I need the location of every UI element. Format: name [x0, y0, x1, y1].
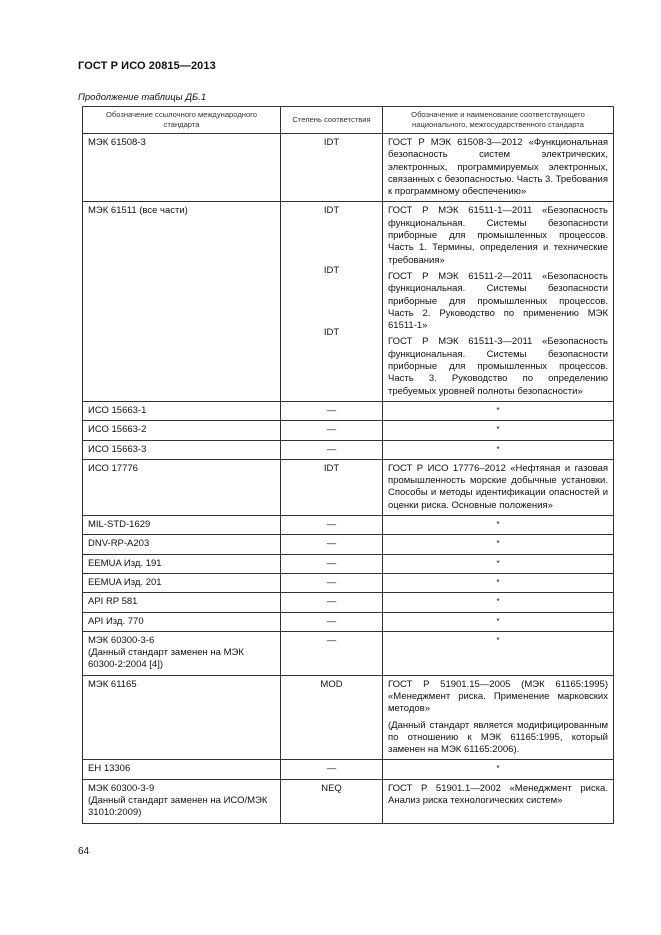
cell-degree [281, 675, 383, 760]
table-row [83, 779, 614, 823]
table-row [83, 440, 614, 459]
no-equivalent-mark: * [496, 539, 500, 549]
column-header-degree: Степень соответствия [281, 107, 383, 134]
cell-international-ref [83, 573, 281, 592]
cell-national-standard [383, 675, 614, 760]
table-row [83, 631, 614, 675]
cell-international-ref [83, 535, 281, 554]
cell-degree [281, 134, 383, 202]
ref-designation: МЭК 61165 [88, 678, 137, 690]
table-row [83, 760, 614, 779]
table-row [83, 134, 614, 202]
ref-designation: EEMUA Изд. 191 [88, 557, 162, 569]
national-standard-entry: ГОСТ Р 51901.1—2002 «Менеджмент риска. Анализ риска технологических систем» [388, 782, 608, 807]
cell-international-ref [83, 421, 281, 440]
ref-designation: API RP 581 [88, 596, 138, 608]
degree-value: IDT [323, 205, 340, 217]
cell-national-standard [383, 440, 614, 459]
cell-international-ref [83, 202, 281, 401]
table-row [83, 421, 614, 440]
ref-designation: МЭК 60300-3-9 [88, 782, 155, 794]
ref-designation: МЭК 60300-3-6 [88, 634, 155, 646]
no-equivalent-mark: * [496, 425, 500, 435]
cell-international-ref [83, 612, 281, 631]
ref-designation: EEMUA Изд. 201 [88, 576, 162, 588]
no-equivalent-mark: * [496, 558, 500, 568]
cell-degree [281, 535, 383, 554]
cell-degree [281, 459, 383, 515]
cell-degree [281, 573, 383, 592]
column-header-international-ref: Обозначение ссылочного международного стандарта [83, 107, 281, 134]
degree-value: — [326, 763, 337, 775]
cell-national-standard [383, 421, 614, 440]
cell-national-standard [383, 134, 614, 202]
table-row [83, 554, 614, 573]
cell-international-ref [83, 675, 281, 760]
table-header-row [83, 107, 614, 134]
ref-note: (Данный стандарт заменен на МЭК 60300-2:2004 [4]) [88, 647, 244, 671]
cell-national-standard [383, 516, 614, 535]
table-row [83, 401, 614, 420]
cell-international-ref [83, 440, 281, 459]
page-number: 64 [78, 846, 90, 857]
cell-international-ref [83, 134, 281, 202]
cell-international-ref [83, 760, 281, 779]
national-standard-entry: ГОСТ Р МЭК 61508-3—2012 «Функциональная безопасность систем электрических, электронных, программируемых электронных, связанных с безопасностью. Часть 3. Требования к программному обеспечению» [388, 137, 608, 198]
degree-value: — [326, 596, 337, 608]
degree-value: — [326, 557, 337, 569]
cell-national-standard [383, 612, 614, 631]
table-row [83, 516, 614, 535]
degree-value: — [326, 443, 337, 455]
degree-value: — [326, 519, 337, 531]
degree-value: — [326, 424, 337, 436]
degree-value: — [326, 615, 337, 627]
no-equivalent-mark: * [496, 616, 500, 626]
national-standard-entry: ГОСТ Р МЭК 61511-1—2011 «Безопасность функциональная. Системы безопасности приборные для промышленных процессов. Часть 1. Термины, определения и технические требования» [388, 205, 608, 266]
cell-national-standard [383, 202, 614, 401]
no-equivalent-mark: * [496, 577, 500, 587]
cell-national-standard [383, 535, 614, 554]
no-equivalent-mark: * [496, 405, 500, 415]
document-title: ГОСТ Р ИСО 20815—2013 [78, 60, 216, 72]
degree-value: NEQ [321, 782, 342, 794]
cell-international-ref [83, 631, 281, 675]
degree-value: IDT [323, 462, 340, 474]
no-equivalent-mark: * [496, 764, 500, 774]
cell-national-standard [383, 401, 614, 420]
national-standard-entry: ГОСТ Р МЭК 61511-2—2011 «Безопасность функциональная. Системы безопасности приборные для промышленных процессов. Часть 2. Руководство по применению МЭК 61511-1» [388, 270, 608, 332]
table-row [83, 573, 614, 592]
cell-national-standard [383, 779, 614, 823]
ref-designation: МЭК 61511 (все части) [88, 205, 188, 217]
cell-national-standard [383, 593, 614, 612]
cell-international-ref [83, 459, 281, 515]
table-caption: Продолжение таблицы ДБ.1 [78, 92, 207, 103]
ref-designation: ИСО 17776 [88, 462, 138, 474]
table-row [83, 612, 614, 631]
cell-international-ref [83, 593, 281, 612]
table-row [83, 459, 614, 515]
table-row [83, 202, 614, 401]
degree-value: — [326, 538, 337, 550]
degree-value: IDT [323, 265, 340, 277]
degree-value: — [326, 576, 337, 588]
cell-national-standard [383, 631, 614, 675]
cell-degree [281, 554, 383, 573]
cell-degree [281, 401, 383, 420]
degree-value: IDT [323, 137, 340, 148]
cell-national-standard [383, 760, 614, 779]
cell-international-ref [83, 516, 281, 535]
cell-degree [281, 421, 383, 440]
cell-international-ref [83, 554, 281, 573]
cell-degree [281, 631, 383, 675]
cell-degree [281, 612, 383, 631]
ref-designation: ИСО 15663-1 [88, 404, 147, 416]
ref-designation: ИСО 15663-2 [88, 424, 147, 436]
degree-value: — [326, 404, 337, 416]
ref-note: (Данный стандарт заменен на ИСО/МЭК 31010:2009) [88, 795, 268, 819]
table-row [83, 593, 614, 612]
no-equivalent-mark: * [496, 520, 500, 530]
degree-value: — [326, 634, 337, 646]
degree-value: IDT [323, 327, 340, 339]
cell-international-ref [83, 779, 281, 823]
no-equivalent-mark: * [496, 444, 500, 454]
national-standard-entry: (Данный стандарт является модифицированным по отношению к МЭК 61165:1995, который заменен на МЭК 61165:2006). [388, 719, 608, 756]
degree-value: MOD [320, 678, 343, 690]
ref-designation: МЭК 61508-3 [88, 137, 146, 148]
national-standard-entry: ГОСТ Р МЭК 61511-3—2011 «Безопасность функциональная. Системы безопасности приборные для промышленных процессов. Часть 3. Руководство по определению требуемых уровней полноты безопасности» [388, 336, 608, 397]
cell-national-standard [383, 554, 614, 573]
table-row [83, 675, 614, 760]
cell-degree [281, 440, 383, 459]
no-equivalent-mark: * [496, 597, 500, 607]
cell-degree [281, 779, 383, 823]
national-standard-entry: ГОСТ Р 51901.15—2005 (МЭК 61165:1995) «Менеджмент риска. Применение марковских методов» [388, 678, 608, 715]
cell-national-standard [383, 459, 614, 515]
ref-designation: API Изд. 770 [88, 615, 144, 627]
ref-designation: ЕН 13306 [88, 763, 131, 775]
ref-designation: DNV-RP-A203 [88, 538, 150, 550]
column-header-national-standard: Обозначение и наименование соответствующего национального, межгосударственного стандарта [383, 107, 614, 134]
cell-degree [281, 760, 383, 779]
ref-designation: ИСО 15663-3 [88, 443, 147, 455]
cell-national-standard [383, 573, 614, 592]
cell-international-ref [83, 401, 281, 420]
no-equivalent-mark: * [496, 635, 500, 645]
cell-degree [281, 202, 383, 401]
cell-degree [281, 516, 383, 535]
ref-designation: MIL-STD-1629 [88, 519, 151, 531]
standards-table [82, 106, 614, 824]
national-standard-entry: ГОСТ Р ИСО 17776–2012 «Нефтяная и газовая промышленность морские добычные установки. Способы и методы идентификации опасностей и оценки риска. Основные положения» [388, 462, 608, 511]
table-row [83, 535, 614, 554]
cell-degree [281, 593, 383, 612]
